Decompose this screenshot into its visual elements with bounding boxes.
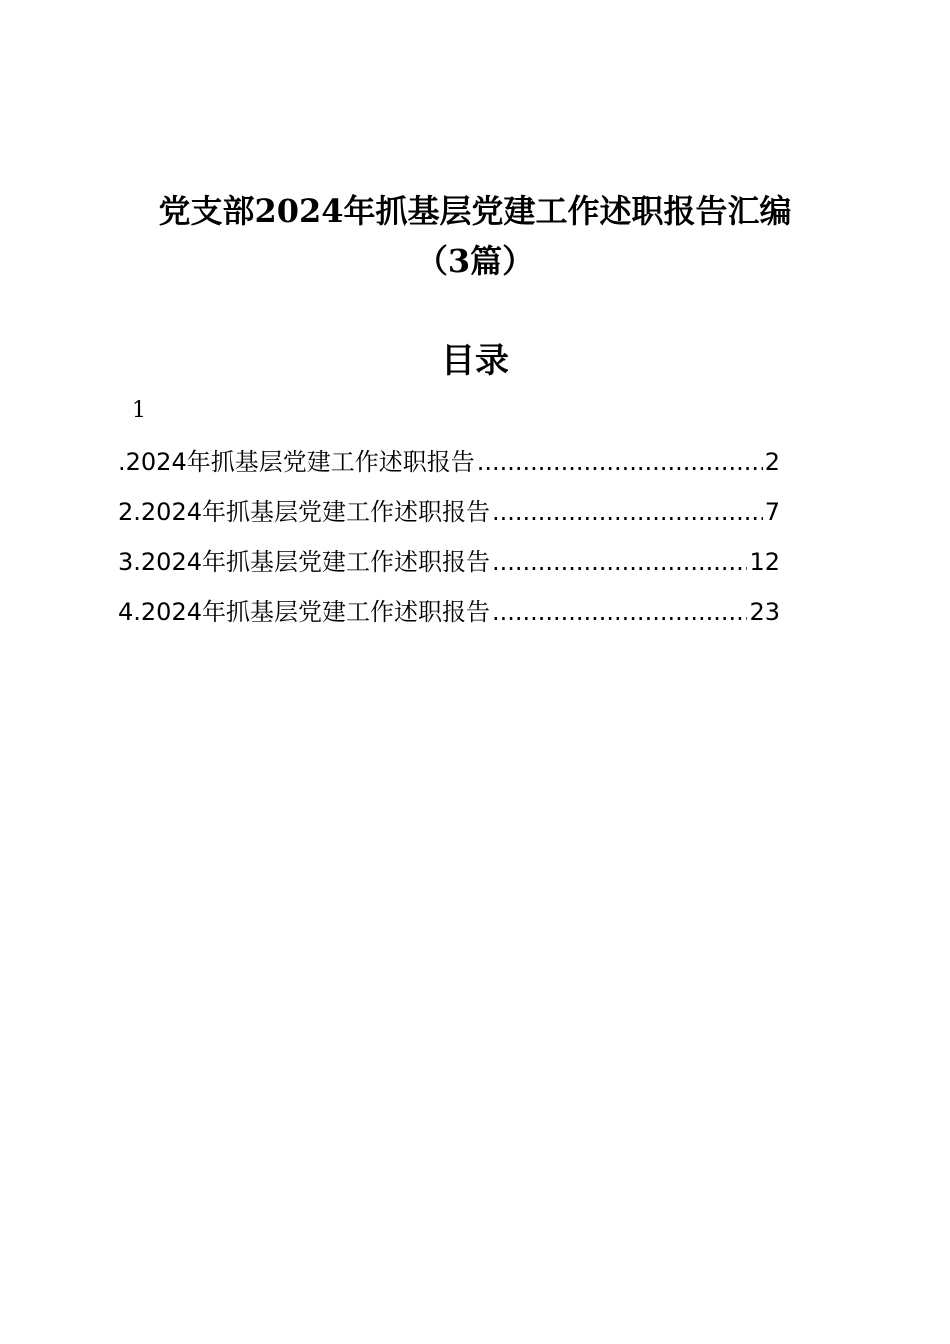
toc-entry-page: 2 [764, 448, 780, 476]
toc-entry-page: 12 [749, 548, 780, 576]
toc-entry-page: 7 [764, 498, 780, 526]
document-title [0, 186, 950, 286]
toc-entry-3[interactable] [118, 544, 780, 594]
toc-dot-leader [492, 544, 747, 580]
toc-entry-label: 3.2024年抓基层党建工作述职报告 [118, 548, 490, 576]
toc-dot-leader [492, 594, 747, 630]
toc-heading: 目录 [441, 341, 509, 381]
document-title-line-2: （3篇） [415, 242, 535, 280]
toc-dot-leader [477, 444, 763, 480]
table-of-contents [118, 444, 780, 644]
stray-list-number: 1 [132, 398, 146, 423]
toc-entry-1[interactable] [118, 444, 780, 494]
document-title-line-1: 党支部2024年抓基层党建工作述职报告汇编 [158, 192, 792, 230]
toc-entry-2[interactable] [118, 494, 780, 544]
toc-entry-label: 4.2024年抓基层党建工作述职报告 [118, 598, 490, 626]
toc-entry-4[interactable] [118, 594, 780, 644]
toc-dot-leader [492, 494, 763, 530]
toc-entry-label: .2024年抓基层党建工作述职报告 [118, 448, 475, 476]
toc-entry-page: 23 [749, 598, 780, 626]
toc-entry-label: 2.2024年抓基层党建工作述职报告 [118, 498, 490, 526]
